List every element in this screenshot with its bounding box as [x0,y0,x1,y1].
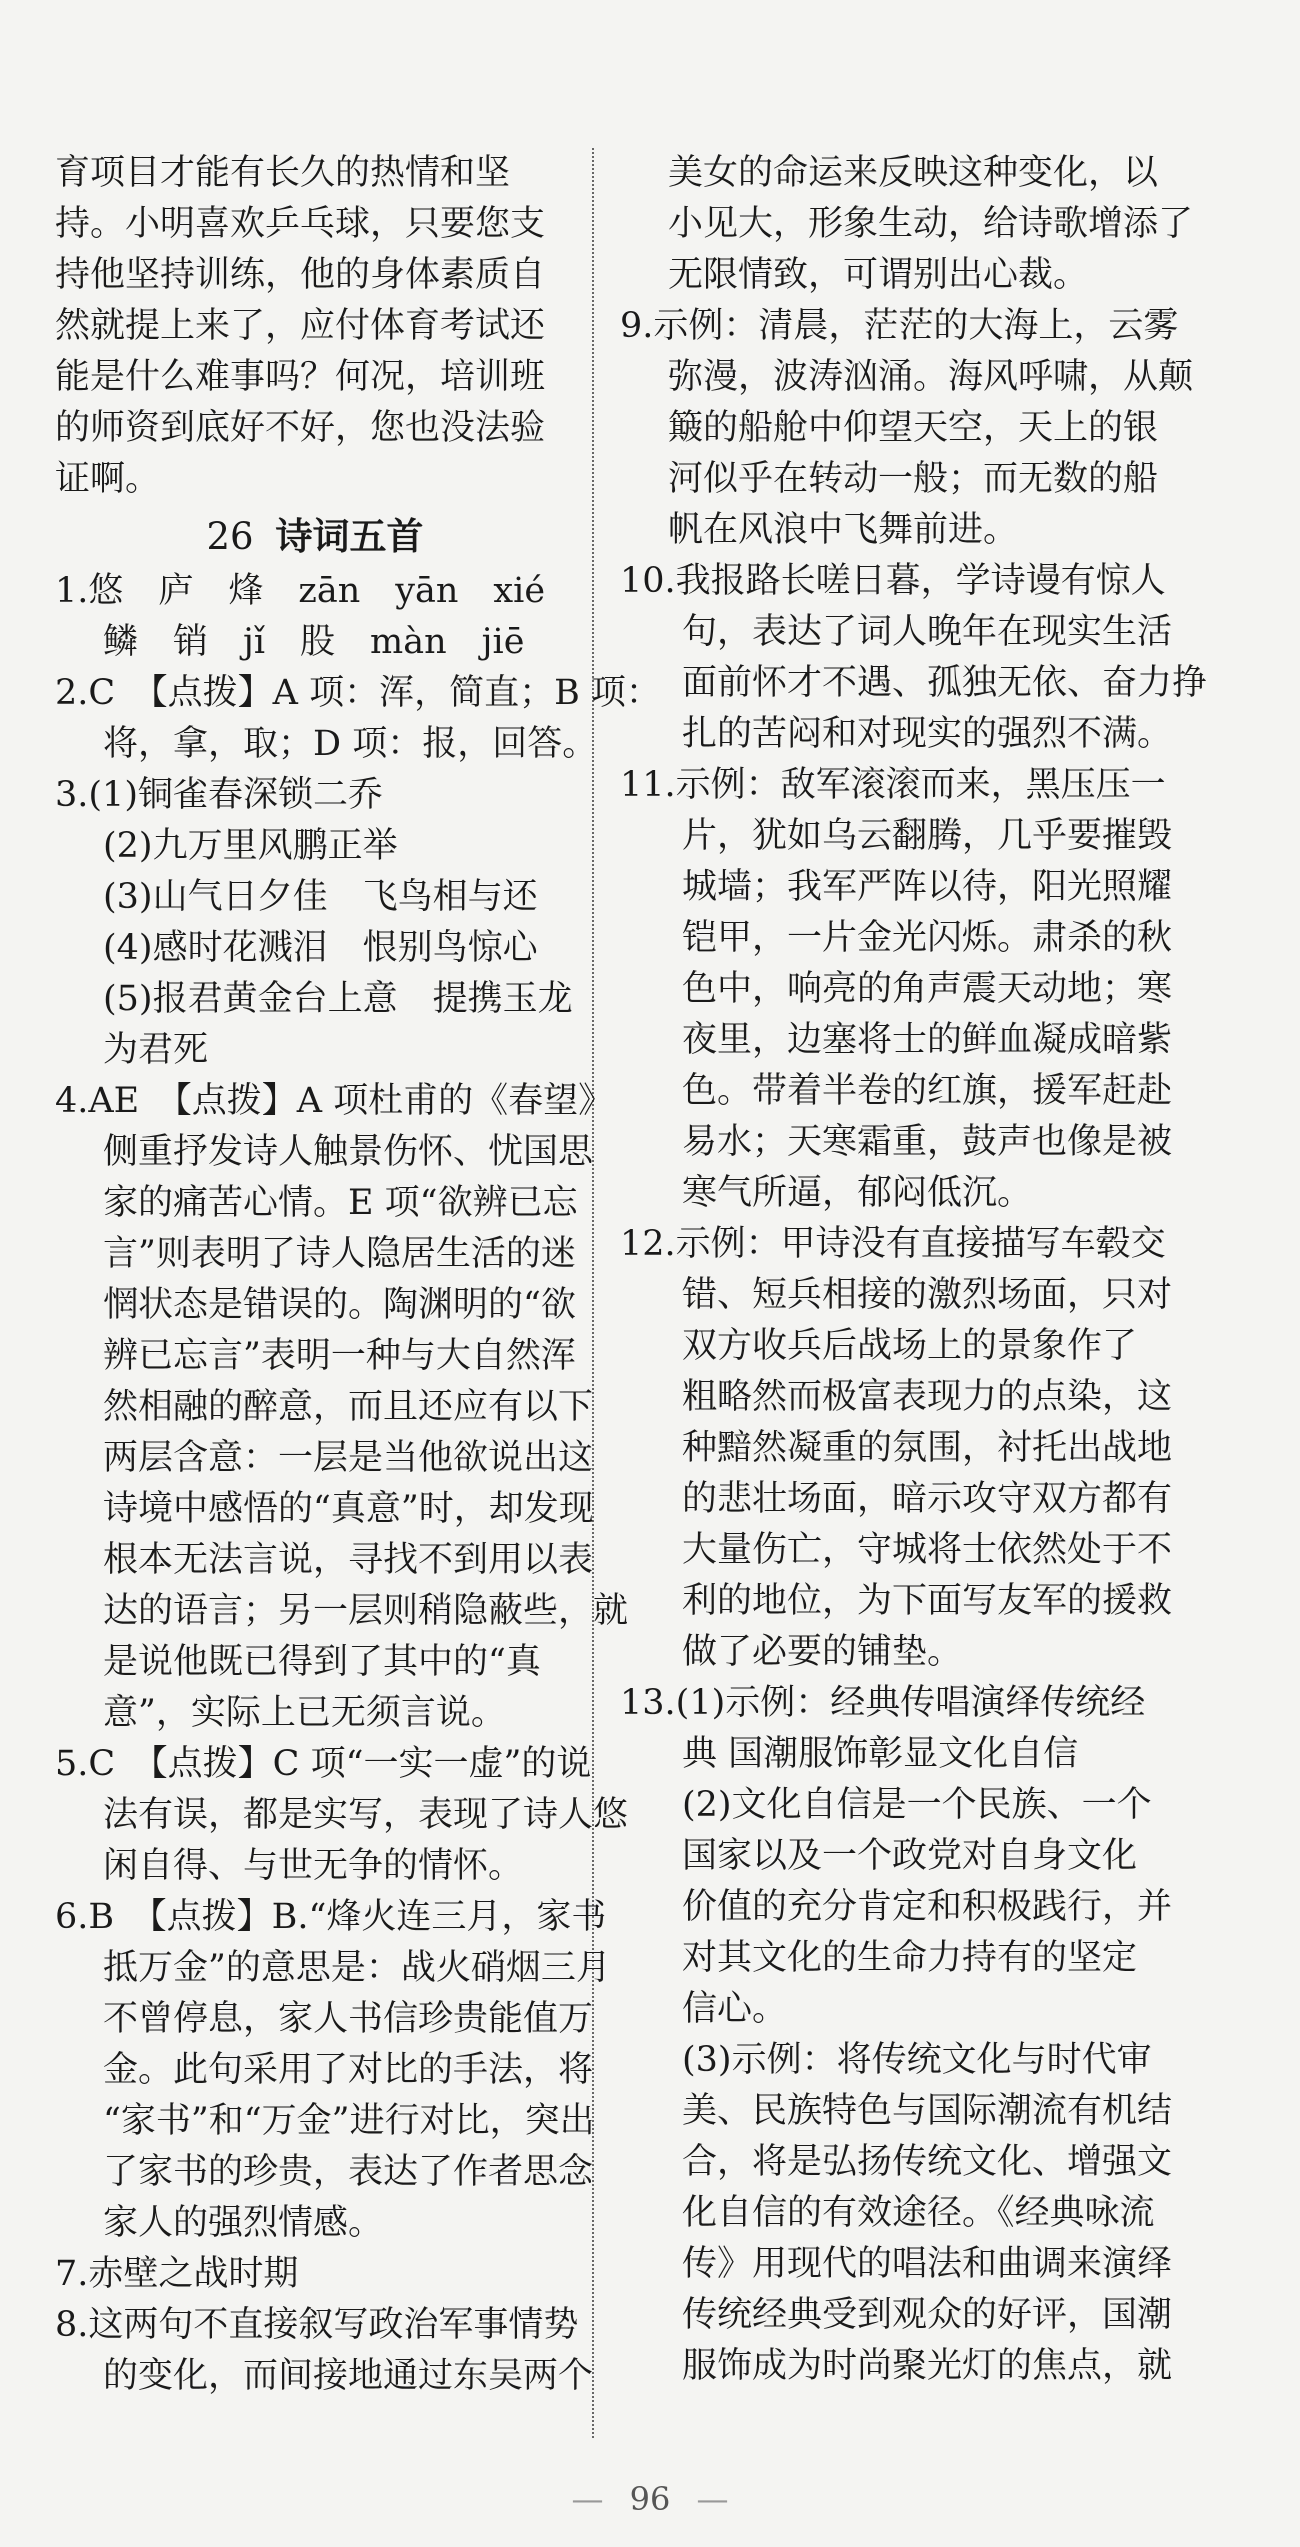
text-line: 6.B 【点拨】B.“烽火连三月，家书 [55,1897,607,1937]
text-line: 色中，响亮的角声震天动地；寒 [682,969,1173,1009]
text-line: 言”则表明了诗人隐居生活的迷 [103,1234,576,1274]
text-line: 10.我报路长嗟日暮，学诗谩有惊人 [620,561,1166,601]
text-line: 寒气所逼，郁闷低沉。 [682,1173,1033,1213]
text-line: (5)报君黄金台上意 提携玉龙 [103,979,573,1019]
text-line: 持。小明喜欢乒乓球，只要您支 [55,204,546,244]
text-line: 3.(1)铜雀春深锁二乔 [55,775,383,815]
text-line: 的变化，而间接地通过东吴两个 [103,2356,594,2396]
text-line: 做了必要的铺垫。 [682,1632,963,1672]
text-line: (2)九万里风鹏正举 [103,826,398,866]
text-line: 簸的船舱中仰望天空，天上的银 [668,408,1159,448]
text-line: 惘状态是错误的。陶渊明的“欲 [103,1285,576,1325]
text-line: 双方收兵后战场上的景象作了 [682,1326,1138,1366]
answer-item-10 [620,556,1208,760]
continued-paragraph [55,148,575,505]
text-line: 对其文化的生命力持有的坚定 [682,1938,1138,1978]
text-line: (3)示例：将传统文化与时代审 [682,2040,1152,2080]
text-line: 的师资到底好不好，您也没法验 [55,408,546,448]
text-line: 粗略然而极富表现力的点染，这 [682,1377,1173,1417]
text-line: 化自信的有效途径。《经典咏流 [682,2193,1155,2233]
text-line: 合，将是弘扬传统文化、增强文 [682,2142,1173,2182]
text-line: 了家书的珍贵，表达了作者思念 [103,2152,594,2192]
section-title [55,511,575,562]
text-line: 将，拿，取；D 项：报，回答。 [103,724,598,764]
answer-item-4 [55,1076,629,1739]
text-line: 然相融的醉意，而且还应有以下 [103,1387,594,1427]
text-line: 句，表达了词人晚年在现实生活 [682,612,1173,652]
answer-item-6 [55,1892,611,2249]
answer-item-2 [55,668,661,770]
text-line: 2.C 【点拨】A 项：浑，简直；B 项： [55,673,661,713]
text-line: 法有误，都是实写，表现了诗人悠 [103,1795,629,1835]
text-line: 鳞 销 jǐ 股 màn jiē [103,622,525,662]
text-line: 8.这两句不直接叙写政治军事情势 [55,2305,579,2345]
page-footer [0,2480,1300,2518]
text-line: (2)文化自信是一个民族、一个 [682,1785,1152,1825]
text-line: 抵万金”的意思是：战火硝烟三月 [103,1948,611,1988]
text-line: 达的语言；另一层则稍隐蔽些，就 [103,1591,629,1631]
text-line: 城墙；我军严阵以待，阳光照耀 [682,867,1173,907]
text-line: 育项目才能有长久的热情和坚 [55,153,511,193]
text-line: 意”，实际上已无须言说。 [103,1693,506,1733]
text-line: 的悲壮场面，暗示攻守双方都有 [682,1479,1173,1519]
text-line: (3)山气日夕佳 飞鸟相与还 [103,877,538,917]
text-line: 色。带着半卷的红旗，援军赶赴 [682,1071,1173,1111]
text-line: 价值的充分肯定和积极践行，并 [682,1887,1173,1927]
text-line: 金。此句采用了对比的手法，将 [103,2050,594,2090]
answer-item-7 [55,2249,575,2300]
text-line: 传统经典受到观众的好评，国潮 [682,2295,1173,2335]
answer-item-1 [55,566,575,668]
text-line: 河似乎在转动一般；而无数的船 [668,459,1159,499]
answer-item-13 [620,1678,1173,2392]
text-line: 4.AE 【点拨】A 项杜甫的《春望》 [55,1081,614,1121]
answer-item-5 [55,1739,629,1892]
section-heading: 诗词五首 [275,515,424,558]
text-line: 帆在风浪中飞舞前进。 [668,510,1019,550]
text-line: 大量伤亡，守城将士依然处于不 [682,1530,1173,1570]
answer-item-8-continued [620,148,1194,301]
left-column [55,148,661,2402]
text-line: 根本无法言说，寻找不到用以表 [103,1540,594,1580]
answer-item-8 [55,2300,594,2402]
text-line: 11.示例：敌军滚滚而来，黑压压一 [620,765,1166,805]
answer-item-9 [620,301,1194,556]
text-line: 不曾停息，家人书信珍贵能值万 [103,1999,594,2039]
footer-dash-right: — [696,2480,729,2518]
text-line: 面前怀才不遇、孤独无依、奋力挣 [682,663,1208,703]
text-line: 证啊。 [55,459,161,499]
text-line: 5.C 【点拨】C 项“一实一虚”的说 [55,1744,592,1784]
text-line: 13.(1)示例：经典传唱演绎传统经 [620,1683,1146,1723]
text-line: 是说他既已得到了其中的“真 [103,1642,541,1682]
text-line: 夜里，边塞将士的鲜血凝成暗紫 [682,1020,1173,1060]
text-line: 闲自得、与世无争的情怀。 [103,1846,524,1886]
answer-item-3 [55,770,575,1076]
text-line: 国家以及一个政党对自身文化 [682,1836,1138,1876]
answer-item-11 [620,760,1173,1219]
text-line: 小见大，形象生动，给诗歌增添了 [668,204,1194,244]
text-line: (4)感时花溅泪 恨别鸟惊心 [103,928,538,968]
text-line: 辨已忘言”表明一种与大自然浑 [103,1336,576,1376]
text-line: 信心。 [682,1989,788,2029]
text-line: 家人的强烈情感。 [103,2203,384,2243]
text-line: 侧重抒发诗人触景伤怀、忧国思 [103,1132,594,1172]
text-line: 片，犹如乌云翻腾，几乎要摧毁 [682,816,1173,856]
text-line: 为君死 [103,1030,209,1070]
text-line: 9.示例：清晨，茫茫的大海上，云雾 [620,306,1179,346]
text-line: 种黯然凝重的氛围，衬托出战地 [682,1428,1173,1468]
text-line: 持他坚持训练，他的身体素质自 [55,255,546,295]
text-line: 两层含意：一层是当他欲说出这 [103,1438,594,1478]
text-line: “家书”和“万金”进行对比，突出 [103,2101,595,2141]
text-line: 铠甲，一片金光闪烁。肃杀的秋 [682,918,1173,958]
text-line: 利的地位，为下面写友军的援救 [682,1581,1173,1621]
footer-dash-left: — [571,2480,604,2518]
text-line: 美女的命运来反映这种变化，以 [668,153,1159,193]
answer-item-12 [620,1219,1173,1678]
text-line: 扎的苦闷和对现实的强烈不满。 [682,714,1173,754]
text-line: 易水；天寒霜重，鼓声也像是被 [682,1122,1173,1162]
text-line: 能是什么难事吗？何况，培训班 [55,357,546,397]
text-line: 服饰成为时尚聚光灯的焦点，就 [682,2346,1173,2386]
text-line: 7.赤壁之战时期 [55,2254,299,2294]
text-line: 然就提上来了，应付体育考试还 [55,306,546,346]
right-column [620,148,1208,2392]
text-line: 传》用现代的唱法和曲调来演绎 [682,2244,1173,2284]
text-line: 典 国潮服饰彰显文化自信 [682,1734,1079,1774]
page-number: 96 [629,2480,671,2518]
text-line: 错、短兵相接的激烈场面，只对 [682,1275,1173,1315]
section-number: 26 [206,515,254,558]
text-line: 家的痛苦心情。E 项“欲辨已忘 [103,1183,578,1223]
text-line: 诗境中感悟的“真意”时，却发现 [103,1489,594,1529]
text-line: 12.示例：甲诗没有直接描写车毂交 [620,1224,1166,1264]
text-line: 1.悠 庐 烽 zān yān xié [55,571,546,611]
text-line: 弥漫，波涛汹涌。海风呼啸，从颠 [668,357,1194,397]
text-line: 美、民族特色与国际潮流有机结 [682,2091,1173,2131]
text-line: 无限情致，可谓别出心裁。 [668,255,1089,295]
